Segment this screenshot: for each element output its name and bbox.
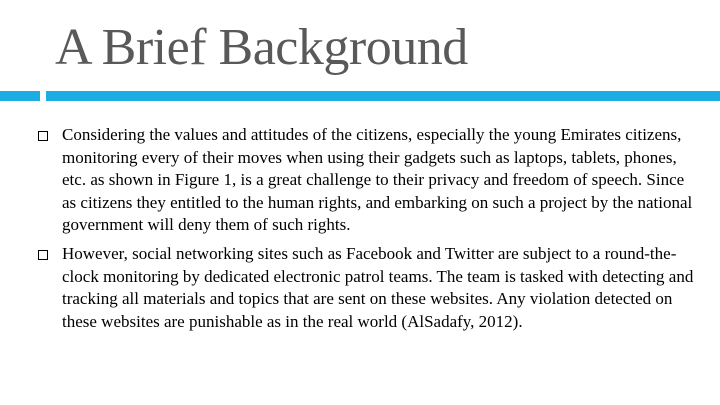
bullet-text: Considering the values and attitudes of the citizens, especially the young Emirates citizens, monitoring every of their moves when using their gadgets such as laptops, tablets, phones, etc. as shown in Figure 1, is a great challenge to their privacy and freedom of speech. Since as citizens they entitled to the human rights, and embarking on such a project by the national government will deny them of such rights.	[62, 125, 693, 235]
bullet-text: However, social networking sites such as Facebook and Twitter are subject to a round-the-clock monitoring by dedicated electronic patrol teams. The team is tasked with detecting and tracking all materials and topics that are sent on these websites. Any violation detected on these websites are punishable as in the real world (AlSadafy, 2012).	[62, 243, 694, 331]
bullet-item	[38, 243, 698, 333]
slide-title: A Brief Background	[55, 19, 468, 76]
title-accent-bar-left	[0, 91, 40, 101]
title-accent-bar-right	[46, 91, 720, 101]
bullet-item	[38, 124, 698, 237]
square-bullet-icon	[38, 250, 48, 260]
square-bullet-icon	[38, 131, 48, 141]
bullet-list	[38, 124, 698, 339]
